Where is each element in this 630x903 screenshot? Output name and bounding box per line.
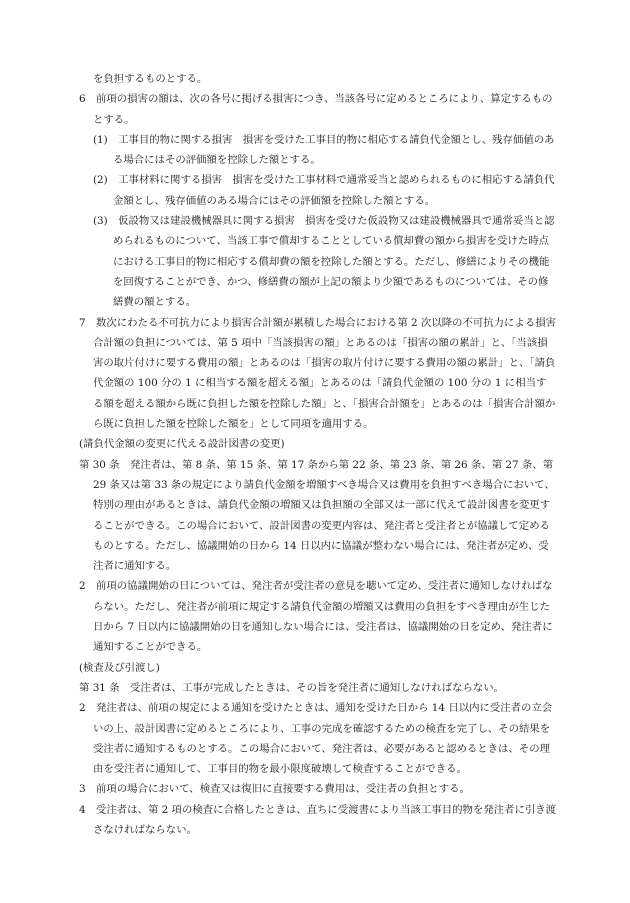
article-31-clause-3: 3 前項の場合において、検査又は復旧に直接要する費用は、受注者の負担とする。 bbox=[79, 783, 470, 796]
article-31-heading: (検査及び引渡し) bbox=[79, 661, 160, 674]
article-30: 第 30 条 発注者は、第 8 条、第 15 条、第 17 条から第 22 条、第 23 条、第 26 条、第 27 条、第 29 条又は第 33 条の規定により請負代金額を増額すべき場合又は費用を負担すべき場合において、特別の理由があるときは、請負代金額の増額又は負担額の全部又は一部に代えて設計図書を変更することができる。この場合において、設計図書の変更内容は、発注者と受注者とが協議して定めるものとする。ただし、協議開始の日から 14 日以内に協議が整わない場合には、発注者が定め、受注者に通知する。 bbox=[79, 458, 555, 573]
clause-6-item-1: (1) 工事目的物に関する損害 損害を受けた工事目的物に相応する請負代金額とし、残存価値のある場合にはその評価額を控除した額とする。 bbox=[93, 133, 555, 167]
document-page bbox=[79, 69, 556, 840]
article-31: 第 31 条 受注者は、工事が完成したときは、その旨を発注者に通知しなければならない。 bbox=[79, 681, 505, 694]
clause-6: 6 前項の損害の額は、次の各号に掲げる損害につき、当該各号に定めるところにより、算定するものとする。 bbox=[79, 93, 553, 126]
clause-6-item-2: (2) 工事材料に関する損害 損害を受けた工事材料で通常妥当と認められるものに相応する請負代金額とし、残存価値のある場合にはその評価額を控除した額とする。 bbox=[93, 174, 555, 207]
article-31-clause-2: 2 発注者は、前項の規定による通知を受けたときは、通知を受けた日から 14 日以内に受注者の立会いの上、設計図書に定めるところにより、工事の完成を確認するための検査を完了し、その結果を受注者に通知するものとする。この場合において、発注者は、必要があると認めるときは、その理由を受注者に通知して、工事目的物を最小限度破壊して検査することができる。 bbox=[79, 702, 553, 776]
paragraph-continuation: を負担するものとする。 bbox=[93, 73, 208, 85]
article-30-clause-2: 2 前項の協議開始の日については、発注者が受注者の意見を聴いて定め、受注者に通知しなければならない。ただし、発注者が前項に規定する請負代金額の増額又は費用の負担をすべき理由が生じた日から 7 日以内に協議開始の日を通知しない場合には、受注者は、協議開始の日を定め、発注者に通知することができる。 bbox=[79, 580, 553, 654]
article-30-heading: (請負代金額の変更に代える設計図書の変更) bbox=[79, 438, 285, 451]
article-31-clause-4: 4 受注者は、第 2 項の検査に合格したときは、直ちに受渡書により当該工事目的物を発注者に引き渡さなければならない。 bbox=[79, 803, 557, 836]
clause-6-item-3: (3) 仮設物又は建設機械器具に関する損害 損害を受けた仮設物又は建設機械器具で通常妥当と認められるものについて、当該工事で償却することとしている償却費の額から損害を受けた時点における工事目的物に相応する償却費の額を控除した額とする。ただし、修繕によりその機能を回復することができ、かつ、修繕費の額が上記の額より少額であるものについては、その修繕費の額とする。 bbox=[93, 215, 555, 309]
clause-7: 7 数次にわたる不可抗力により損害合計額が累積した場合における第 2 次以降の不可抗力による損害合計額の負担については、第 5 項中「当該損害の額」とあるのは「損害の額の累計」と、「当該損害の取片付けに要する費用の額」とあるのは「損害の取片付けに要する費用の額の累計」と、「請負代金額の 100 分の 1 に相当する額を超える額」とあるのは「請負代金額の 100 分の 1 に相当する額を超える額から既に負担した額を控除した額」と、「損害合計額を」とあるのは「損害合計額から既に負担した額を控除した額を」として同項を適用する。 bbox=[79, 316, 557, 431]
